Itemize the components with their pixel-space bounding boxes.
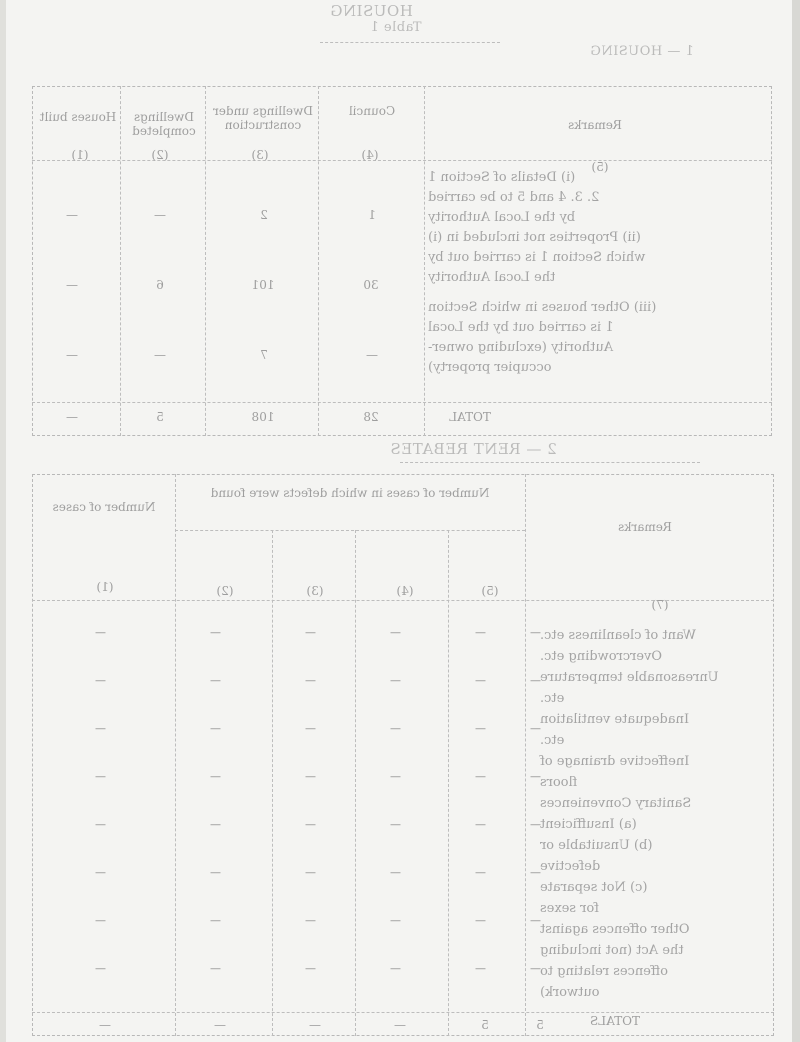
table-2-total: — bbox=[394, 1018, 406, 1032]
table-1-cell: — bbox=[366, 348, 378, 362]
table-2-cell: — bbox=[475, 722, 486, 735]
table-1-cell: — bbox=[154, 348, 166, 362]
table-1-cell: 101 bbox=[251, 278, 275, 292]
table-2-cell: — bbox=[95, 866, 106, 879]
table-2-cell: — bbox=[95, 770, 106, 783]
table-2-note: Sanitary Conveniences bbox=[540, 796, 692, 811]
table-1-note: by the Local Authority bbox=[428, 210, 576, 225]
table-2-cell: — bbox=[530, 866, 541, 879]
table-1-cell: — bbox=[66, 208, 78, 222]
table-2-cell: — bbox=[390, 722, 401, 735]
table-2-col-divider bbox=[448, 530, 449, 1036]
table-2-cell: — bbox=[210, 626, 221, 639]
table-2-cell: — bbox=[210, 962, 221, 975]
table-2-cell: — bbox=[390, 674, 401, 687]
table-2-cell: — bbox=[305, 866, 316, 879]
table-2-cell: — bbox=[475, 914, 486, 927]
table-2-total: — bbox=[309, 1018, 321, 1032]
table-2-cell: — bbox=[95, 914, 106, 927]
table-2-note: offences relating to bbox=[540, 964, 668, 979]
table-1-header: Dwellings completed bbox=[132, 110, 196, 138]
table-1-subheader: (1) bbox=[71, 148, 89, 162]
table-2-cell: — bbox=[305, 722, 316, 735]
table-2-subheader: (1) bbox=[96, 580, 114, 594]
table-1-subheader: (4) bbox=[361, 148, 379, 162]
table-2-cell: — bbox=[530, 770, 541, 783]
table-2-cell: — bbox=[95, 818, 106, 831]
table-2-col-divider bbox=[525, 474, 526, 1036]
table-1-total-rule bbox=[32, 402, 772, 403]
section-2-rule bbox=[400, 462, 700, 463]
table-1-col-divider bbox=[205, 86, 206, 436]
table-2-cell: — bbox=[390, 866, 401, 879]
table-1-total: 28 bbox=[363, 410, 379, 424]
table-2-cell: — bbox=[390, 770, 401, 783]
table-2-subheader: (7) bbox=[651, 598, 669, 612]
table-2-cell: — bbox=[530, 914, 541, 927]
table-2-cell: — bbox=[305, 914, 316, 927]
table-2-cell: — bbox=[210, 674, 221, 687]
table-1-note: Authority (excluding owner- bbox=[428, 340, 614, 355]
table-2-note: the Act (not including bbox=[540, 943, 684, 958]
table-2-note: floors bbox=[540, 775, 578, 790]
table-2-col-divider bbox=[175, 474, 176, 1036]
table-2-note: Want of cleanliness etc. bbox=[540, 628, 696, 643]
table-2-cell: — bbox=[305, 962, 316, 975]
table-2-cell: — bbox=[530, 722, 541, 735]
table-2-subheader-rule bbox=[175, 530, 525, 531]
table-1-note: (ii) Properties not included in (i) bbox=[428, 230, 641, 245]
table-2-cell: — bbox=[475, 962, 486, 975]
table-1-col-divider bbox=[318, 86, 319, 436]
table-2-note: Inadequate ventilation bbox=[540, 712, 690, 727]
table-2-cell: — bbox=[530, 674, 541, 687]
table-2-note: Ineffective drainage of bbox=[540, 754, 690, 769]
table-2-cell: — bbox=[210, 914, 221, 927]
table-2-subheader: (4) bbox=[396, 584, 414, 598]
heading-rule bbox=[320, 42, 500, 43]
table-1-total: — bbox=[66, 410, 78, 424]
table-2-note: outwork) bbox=[540, 985, 600, 1000]
table-1-cell: — bbox=[66, 348, 78, 362]
table-2-note: (a) Insufficient bbox=[540, 817, 637, 832]
table-2-cell: — bbox=[390, 962, 401, 975]
table-1-note: occupier property) bbox=[428, 360, 552, 375]
table-2-cell: — bbox=[210, 818, 221, 831]
table-1-note: (iii) Other houses in which Section bbox=[428, 300, 657, 315]
table-2-cell: — bbox=[210, 770, 221, 783]
table-2-note: Overcrowding etc. bbox=[540, 649, 662, 664]
table-1-total-label: TOTAL bbox=[449, 410, 491, 424]
table-1-subheader: (3) bbox=[251, 148, 269, 162]
page-edge-left bbox=[0, 0, 6, 1042]
table-1-cell: 1 bbox=[368, 208, 376, 222]
table-2-cell: — bbox=[530, 626, 541, 639]
table-1-subheader: (5) bbox=[591, 160, 609, 174]
table-1-note: 2. 3. 4 and 5 to be carried bbox=[428, 190, 600, 205]
table-2-total-label: TOTALS bbox=[589, 1014, 641, 1028]
table-2-cell: — bbox=[390, 914, 401, 927]
table-2-note: Other offences against bbox=[540, 922, 690, 937]
table-2-cell: — bbox=[95, 722, 106, 735]
table-1-note: which Section 1 is carried out by bbox=[428, 250, 646, 265]
table-2-note: Unreasonable temperature bbox=[540, 670, 719, 685]
table-1-cell: 30 bbox=[363, 278, 379, 292]
table-1-total: 108 bbox=[251, 410, 275, 424]
table-1-subheader: (2) bbox=[151, 148, 169, 162]
table-2-note: (c) Not separate bbox=[540, 880, 648, 895]
table-2-cell: — bbox=[475, 626, 486, 639]
table-2-cell: — bbox=[390, 626, 401, 639]
table-2-note: etc. bbox=[540, 691, 565, 706]
table-2-col-divider bbox=[272, 530, 273, 1036]
table-2-note: (b) Unsuitable or bbox=[540, 838, 653, 853]
table-2-cell: — bbox=[95, 674, 106, 687]
table-2-header: Remarks bbox=[618, 520, 672, 534]
table-1-note: the Local Authority bbox=[428, 270, 556, 285]
table-2-cell: — bbox=[305, 674, 316, 687]
table-2-cell: — bbox=[95, 626, 106, 639]
table-2-cell: — bbox=[210, 722, 221, 735]
table-2-cell: — bbox=[305, 818, 316, 831]
table-1-cell: 7 bbox=[260, 348, 268, 362]
table-2-subheader: (3) bbox=[306, 584, 324, 598]
table-1 bbox=[32, 86, 772, 436]
table-2-total: — bbox=[214, 1018, 226, 1032]
table-2-cell: — bbox=[95, 962, 106, 975]
table-2-col-divider bbox=[355, 530, 356, 1036]
table-2-cell: — bbox=[475, 770, 486, 783]
table-2-cell: — bbox=[210, 866, 221, 879]
table-1-header: Houses built bbox=[39, 110, 117, 124]
table-2-header: Number of cases bbox=[52, 500, 156, 514]
table-2-total-rule bbox=[32, 1012, 774, 1013]
table-2-cell: — bbox=[305, 770, 316, 783]
table-2-subheader: (2) bbox=[216, 584, 234, 598]
table-2-cell: — bbox=[475, 674, 486, 687]
page-edge-right bbox=[792, 0, 800, 1042]
table-2-cell: — bbox=[475, 866, 486, 879]
table-1-note: 1 is carried out by the Local bbox=[428, 320, 614, 335]
table-2-note: defective bbox=[540, 859, 601, 874]
table-1-note: (i) Details of Section 1 bbox=[428, 170, 576, 185]
top-subheading: Table 1 bbox=[370, 20, 422, 35]
table-1-header: Remarks bbox=[568, 118, 622, 132]
table-1-col-divider bbox=[120, 86, 121, 436]
table-2-total: 5 bbox=[481, 1018, 489, 1032]
table-2-note: for sexes bbox=[540, 901, 600, 916]
table-1-header: Dwellings under construction bbox=[213, 104, 313, 132]
table-2-cell: — bbox=[530, 818, 541, 831]
table-2-total: — bbox=[99, 1018, 111, 1032]
table-2-subheader: (5) bbox=[481, 584, 499, 598]
table-2-total: 5 bbox=[536, 1018, 544, 1032]
table-1-cell: — bbox=[154, 208, 166, 222]
table-2-cell: — bbox=[305, 626, 316, 639]
table-2-note: etc. bbox=[540, 733, 565, 748]
table-1-col-divider bbox=[424, 86, 425, 436]
section-1-title: 1 — HOUSING bbox=[590, 44, 694, 59]
section-2-title: 2 — RENT REBATES bbox=[390, 440, 557, 458]
table-2-cell: — bbox=[390, 818, 401, 831]
table-1-cell: 2 bbox=[260, 208, 268, 222]
table-2-cell: — bbox=[475, 818, 486, 831]
table-1-header: Council bbox=[348, 104, 396, 118]
table-1-cell: — bbox=[66, 278, 78, 292]
top-heading: HOUSING bbox=[330, 2, 413, 20]
table-2-cell: — bbox=[530, 962, 541, 975]
table-1-cell: 6 bbox=[156, 278, 164, 292]
table-1-total: 5 bbox=[156, 410, 164, 424]
table-2-header: Number of cases in which defects were found bbox=[210, 486, 490, 500]
